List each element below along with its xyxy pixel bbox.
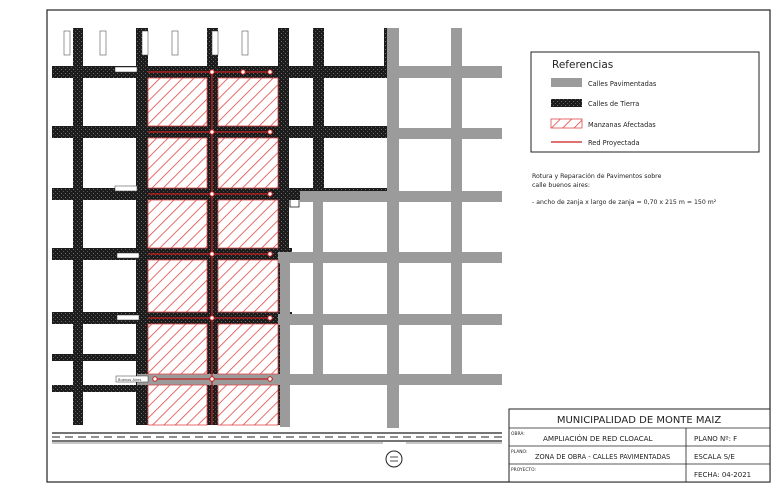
plano-number: PLANO Nº: F bbox=[694, 435, 738, 443]
paved-street bbox=[300, 191, 502, 202]
dirt-street bbox=[73, 28, 83, 425]
affected-block bbox=[148, 324, 207, 374]
obra-value: AMPLIACIÓN DE RED CLOACAL bbox=[543, 434, 653, 443]
note-line-1: Rotura y Reparación de Pavimentos sobre bbox=[532, 173, 662, 180]
legend-swatch-dirt bbox=[551, 99, 582, 107]
legend-label-dirt: Calles de Tierra bbox=[588, 100, 640, 108]
proyecto-label: PROYECTO: bbox=[511, 468, 536, 473]
note-line-3: - ancho de zanja x largo de zanja = 0,70 x 215 m = 150 m² bbox=[532, 199, 717, 206]
street-name-buenos-aires: Buenos Aires bbox=[118, 378, 142, 382]
affected-block bbox=[218, 78, 278, 126]
paved-street bbox=[313, 195, 323, 385]
dirt-street bbox=[52, 354, 137, 361]
date: FECHA: 04-2021 bbox=[694, 471, 752, 479]
obra-label: OBRA: bbox=[511, 432, 525, 437]
affected-block bbox=[218, 260, 278, 312]
legend-swatch-affected bbox=[551, 119, 582, 128]
dirt-street bbox=[136, 28, 148, 425]
affected-block bbox=[218, 200, 278, 248]
title-block bbox=[509, 409, 770, 482]
legend-title: Referencias bbox=[552, 59, 614, 71]
affected-block bbox=[148, 138, 207, 188]
paved-street bbox=[451, 28, 462, 383]
paved-street bbox=[387, 28, 399, 428]
scale: ESCALA S/E bbox=[694, 453, 735, 461]
legend-label-network: Red Proyectada bbox=[588, 139, 640, 147]
plano-value: ZONA DE OBRA - CALLES PAVIMENTADAS bbox=[535, 453, 671, 461]
paved-street bbox=[387, 128, 502, 139]
legend-label-paved: Calles Pavimentadas bbox=[588, 80, 657, 88]
plano-label: PLANO: bbox=[511, 450, 528, 455]
legend-swatch-paved bbox=[551, 78, 582, 87]
legend bbox=[531, 52, 759, 152]
legend-label-affected: Manzanas Afectadas bbox=[588, 121, 656, 129]
affected-block bbox=[218, 385, 278, 425]
affected-block bbox=[148, 200, 207, 248]
affected-block bbox=[148, 385, 207, 425]
affected-block bbox=[218, 324, 278, 374]
dirt-street bbox=[313, 28, 324, 198]
dirt-street bbox=[52, 385, 137, 392]
affected-block bbox=[148, 78, 207, 126]
affected-block bbox=[218, 138, 278, 188]
note-line-2: calle buenos aires: bbox=[532, 182, 590, 189]
affected-block bbox=[148, 260, 207, 312]
paved-street bbox=[387, 66, 502, 78]
paved-street bbox=[280, 252, 290, 427]
municipality-title: MUNICIPALIDAD DE MONTE MAIZ bbox=[556, 415, 722, 426]
